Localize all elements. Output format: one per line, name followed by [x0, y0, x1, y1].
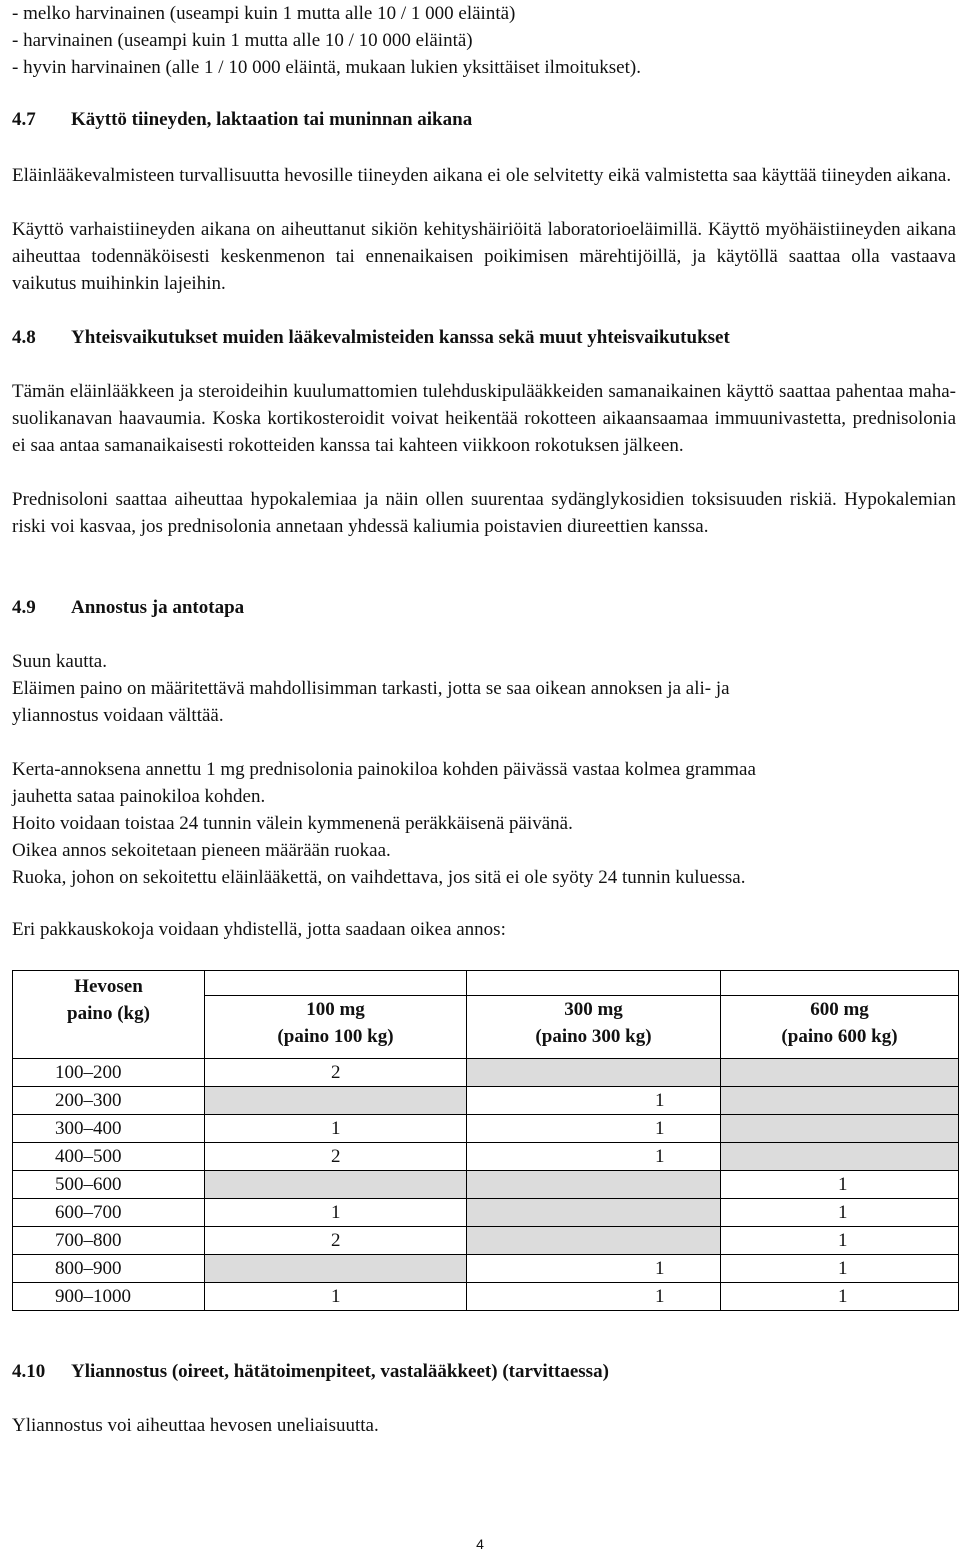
value-cell: [721, 1059, 959, 1087]
value-cell: 1: [467, 1087, 721, 1115]
value-cell: [467, 1199, 721, 1227]
page-number: 4: [476, 1536, 484, 1552]
weight-header-line-1: Hevosen: [74, 976, 143, 997]
section-number: 4.7: [12, 109, 36, 130]
weight-cell: 800–900: [13, 1255, 205, 1283]
value-cell: 1: [205, 1199, 467, 1227]
value-cell: [467, 1059, 721, 1087]
text-line: Hoito voidaan toistaa 24 tunnin välein kymmenenä peräkkäisenä päivänä.: [12, 813, 573, 834]
value-cell: [721, 1143, 959, 1171]
header-line: (paino 600 kg): [781, 1026, 898, 1047]
section-number: 4.10: [12, 1361, 46, 1382]
value-cell: [467, 1227, 721, 1255]
value-cell: [467, 1171, 721, 1199]
value-cell: 1: [205, 1283, 467, 1311]
weight-header-line-2: paino (kg): [67, 1003, 150, 1024]
col-600mg-header: [721, 996, 959, 1059]
table-row: [13, 1059, 959, 1087]
section-4-7-heading: [12, 106, 956, 133]
text-line: Eläimen paino on määritettävä mahdollisimman tarkasti, jotta se saa oikean annoksen ja ali- ja: [12, 678, 730, 699]
value-cell: 2: [205, 1227, 467, 1255]
value-cell: 1: [467, 1283, 721, 1311]
text-line: Ruoka, johon on sekoitettu eläinlääkettä, on vaihdettava, jos sitä ei ole syöty 24 tunnin kuluessa.: [12, 867, 746, 888]
value-cell: 2: [205, 1143, 467, 1171]
section-4-7-paragraph-1: Eläinlääkevalmisteen turvallisuutta hevosille tiineyden aikana ei ole selvitetty eikä valmistetta saa käyttää tiineyden aikana.: [12, 165, 952, 186]
dose-table: [12, 970, 959, 1311]
weight-cell: 600–700: [13, 1199, 205, 1227]
weight-cell: 300–400: [13, 1115, 205, 1143]
section-4-10-paragraph-1: Yliannostus voi aiheuttaa hevosen uneliaisuutta.: [12, 1415, 379, 1436]
weight-cell: 900–1000: [13, 1283, 205, 1311]
section-number: 4.9: [12, 597, 36, 618]
weight-cell: 500–600: [13, 1171, 205, 1199]
value-cell: 1: [467, 1115, 721, 1143]
intro-line: - harvinainen (useampi kuin 1 mutta alle 10 / 10 000 eläintä): [12, 30, 473, 51]
weight-cell: 200–300: [13, 1087, 205, 1115]
text-line: Oikea annos sekoitetaan pieneen määrään ruokaa.: [12, 840, 391, 861]
text-line: yliannostus voidaan välttää.: [12, 705, 224, 726]
value-cell: [205, 1255, 467, 1283]
section-4-8-heading: [12, 324, 956, 351]
value-cell: [721, 1087, 959, 1115]
section-title: Yliannostus (oireet, hätätoimenpiteet, vastalääkkeet) (tarvittaessa): [71, 1361, 609, 1382]
text-line: Eri pakkauskokoja voidaan yhdistellä, jotta saadaan oikea annos:: [12, 919, 506, 940]
value-cell: 2: [205, 1059, 467, 1087]
section-4-9-block-2: [12, 756, 956, 891]
text-line: Kerta-annoksena annettu 1 mg prednisolonia painokiloa kohden päivässä vastaa kolmea grammaa: [12, 759, 756, 780]
value-cell: 1: [721, 1171, 959, 1199]
header-line: 600 mg: [810, 999, 869, 1020]
value-cell: 1: [721, 1199, 959, 1227]
header-line: 300 mg: [564, 999, 623, 1020]
table-row: [13, 1255, 959, 1283]
value-cell: [721, 1115, 959, 1143]
header-line: (paino 100 kg): [277, 1026, 394, 1047]
section-title: Käyttö tiineyden, laktaation tai muninnan aikana: [71, 109, 473, 130]
table-row: [13, 1199, 959, 1227]
dose-table-header-row-1: [13, 971, 959, 996]
value-cell: 1: [721, 1255, 959, 1283]
value-cell: [205, 1171, 467, 1199]
value-cell: 1: [721, 1227, 959, 1255]
weight-cell: 100–200: [13, 1059, 205, 1087]
table-row: [13, 1283, 959, 1311]
table-row: [13, 1171, 959, 1199]
header-line: (paino 300 kg): [535, 1026, 652, 1047]
section-title: Yhteisvaikutukset muiden lääkevalmisteiden kanssa sekä muut yhteisvaikutukset: [71, 327, 730, 348]
value-cell: 1: [467, 1143, 721, 1171]
header-spacer: [467, 971, 721, 996]
intro-line: - melko harvinainen (useampi kuin 1 mutta alle 10 / 1 000 eläintä): [12, 3, 516, 24]
section-number: 4.8: [12, 327, 36, 348]
weight-cell: 700–800: [13, 1227, 205, 1255]
section-4-9-heading: [12, 594, 956, 621]
value-cell: 1: [721, 1283, 959, 1311]
table-row: [13, 1143, 959, 1171]
section-4-8-paragraph-2: Prednisoloni saattaa aiheuttaa hypokalemiaa ja näin ollen suurentaa sydänglykosidien toksisuuden riskiä. Hypokalemian riski voi kasvaa, jos prednisolonia annetaan yhdessä kaliumia poistavien diureettien kanssa.: [12, 489, 956, 537]
text-line: jauhetta sataa painokiloa kohden.: [12, 786, 266, 807]
section-title: Annostus ja antotapa: [71, 597, 245, 618]
table-row: [13, 1115, 959, 1143]
header-line: 100 mg: [306, 999, 365, 1020]
value-cell: 1: [467, 1255, 721, 1283]
section-4-9-block-1: [12, 648, 956, 729]
table-row: [13, 1087, 959, 1115]
section-4-7-paragraph-2: Käyttö varhaistiineyden aikana on aiheuttanut sikiön kehityshäiriöitä laboratorioeläimillä. Käyttö myöhäistiineyden aikana aiheuttaa todennäköisesti keskenmenon tai ennenaikaisen poikimisen märehtijöillä, ja käytöllä saattaa olla vastaava vaikutus muihinkin lajeihin.: [12, 219, 956, 294]
table-row: [13, 1227, 959, 1255]
intro-list: [12, 0, 956, 81]
col-300mg-header: [467, 996, 721, 1059]
weight-header: [13, 971, 205, 1059]
value-cell: [205, 1087, 467, 1115]
text-line: Suun kautta.: [12, 651, 107, 672]
value-cell: 1: [205, 1115, 467, 1143]
section-4-10-heading: [12, 1358, 956, 1385]
weight-cell: 400–500: [13, 1143, 205, 1171]
header-spacer: [721, 971, 959, 996]
header-spacer: [205, 971, 467, 996]
section-4-9-block-3: [12, 916, 956, 943]
intro-line: - hyvin harvinainen (alle 1 / 10 000 eläintä, mukaan lukien yksittäiset ilmoitukset).: [12, 57, 641, 78]
col-100mg-header: [205, 996, 467, 1059]
section-4-8-paragraph-1: Tämän eläinlääkkeen ja steroideihin kuulumattomien tulehduskipulääkkeiden samanaikainen käyttö saattaa pahentaa maha-suolikanavan haavaumia. Koska kortikosteroidit voivat heikentää rokotteen aikaansaamaa immuunivastetta, prednisolonia ei saa antaa samanaikaisesti rokotteiden kanssa tai kahteen viikkoon rokotuksen jälkeen.: [12, 381, 956, 456]
